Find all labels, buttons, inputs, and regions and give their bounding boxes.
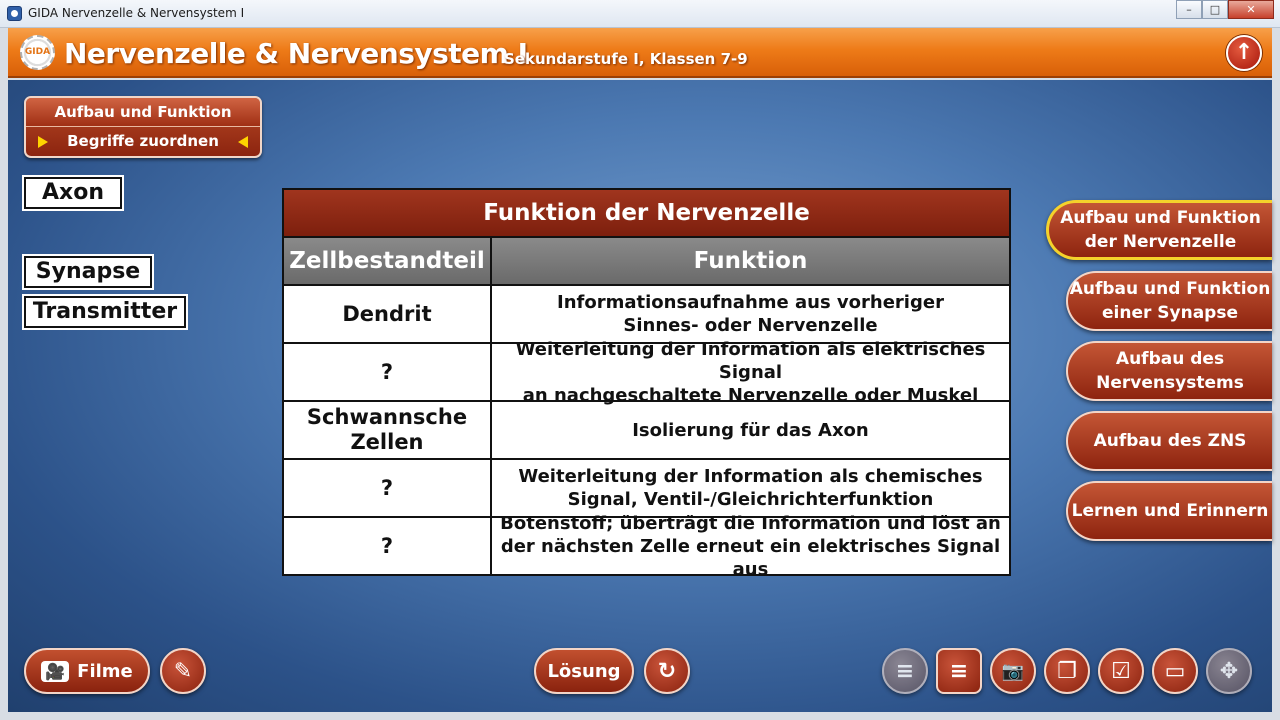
nav-nervensystem[interactable]	[1066, 341, 1272, 401]
app-header	[8, 28, 1272, 78]
function-cell	[492, 460, 1009, 516]
camera-icon: 📷	[1001, 660, 1025, 682]
function-cell	[492, 338, 1009, 406]
check-button[interactable]	[1098, 648, 1144, 694]
function-line: Signal, Ventil-/Gleichrichterfunktion	[567, 489, 934, 510]
nav-label: Aufbau des	[1115, 349, 1225, 369]
gida-logo: GIDA	[20, 35, 55, 70]
nav-label: einer Synapse	[1101, 303, 1238, 323]
table-row	[284, 402, 1009, 460]
notes-button[interactable]	[160, 648, 206, 694]
function-line: Weiterleitung der Information als elektrisches Signal	[515, 338, 986, 383]
nav-zns[interactable]: Aufbau des ZNS	[1066, 411, 1272, 471]
list-icon: ≡	[949, 658, 969, 684]
close-button[interactable]: ✕	[1228, 0, 1274, 19]
drop-target-cell[interactable]: ?	[284, 344, 492, 400]
column-header-function: Funktion	[693, 248, 808, 274]
minimize-button[interactable]: –	[1176, 0, 1202, 19]
function-cell	[492, 512, 1009, 580]
menu-button-disabled[interactable]	[882, 648, 928, 694]
app-subtitle: Sekundarstufe I, Klassen 7-9	[504, 50, 748, 68]
menu-icon: ≡	[895, 658, 915, 684]
table-header-row	[284, 238, 1009, 286]
function-cell: Isolierung für das Axon	[632, 419, 869, 441]
nav-label: Aufbau und Funktion	[1069, 279, 1271, 299]
draggable-card-transmitter[interactable]: Transmitter	[24, 296, 186, 328]
nav-synapse[interactable]	[1066, 271, 1272, 331]
window-title: GIDA Nervenzelle & Nervensystem I	[28, 6, 245, 20]
arrow-left-icon	[238, 136, 248, 148]
nav-lernen[interactable]: Lernen und Erinnern	[1066, 481, 1272, 541]
filme-button[interactable]	[24, 648, 150, 694]
up-arrow-button[interactable]: ↑	[1226, 35, 1262, 71]
drop-target-cell[interactable]: Dendrit	[284, 286, 492, 342]
table-row	[284, 286, 1009, 344]
dpad-icon: ✥	[1219, 658, 1239, 684]
breadcrumb-page-label: Begriffe zuordnen	[67, 132, 219, 150]
nav-label: der Nervenzelle	[1084, 232, 1237, 252]
column-header-part: Zellbestandteil	[284, 238, 492, 284]
part-line: Zellen	[350, 430, 424, 454]
function-cell	[492, 286, 1009, 342]
nav-label: Aufbau und Funktion	[1060, 208, 1261, 228]
screen-icon: ▭	[1164, 658, 1186, 684]
reset-button[interactable]	[644, 648, 690, 694]
app-title: Nervenzelle & Nervensystem I	[64, 37, 528, 70]
checkbox-icon: ☑	[1111, 658, 1131, 684]
nav-nervenzelle[interactable]	[1046, 200, 1272, 260]
function-line: der nächsten Zelle erneut ein elektrisches Signal aus	[500, 535, 1001, 580]
loesung-button[interactable]: Lösung	[534, 648, 634, 694]
draggable-card-axon[interactable]: Axon	[24, 177, 122, 209]
camera-button[interactable]	[990, 648, 1036, 694]
part-line: Schwannsche	[306, 405, 468, 429]
app-icon	[7, 6, 22, 21]
breadcrumb-page	[26, 127, 260, 156]
window-controls	[1176, 0, 1274, 19]
table-row	[284, 512, 1009, 580]
function-line: Sinnes- oder Nervenzelle	[623, 315, 878, 336]
main-area	[8, 80, 1272, 712]
nav-label: Nervensystems	[1096, 373, 1244, 393]
function-line: an nachgeschaltete Nervenzelle oder Muskel	[522, 384, 979, 406]
table-row	[284, 338, 1009, 406]
table-row	[284, 460, 1009, 518]
drop-target-cell[interactable]: ?	[284, 460, 492, 516]
film-camera-icon: 🎥	[41, 661, 69, 682]
drop-target-cell[interactable]	[284, 402, 492, 458]
function-line: Botenstoff; überträgt die Information und löst an	[500, 512, 1001, 534]
window-titlebar	[0, 0, 1280, 28]
table-title: Funktion der Nervenzelle	[284, 190, 1009, 238]
function-table	[282, 188, 1011, 580]
breadcrumb-section: Aufbau und Funktion	[26, 98, 260, 127]
breadcrumb	[24, 96, 262, 158]
drop-target-cell[interactable]: ?	[284, 518, 492, 574]
maximize-button[interactable]: □	[1202, 0, 1228, 19]
arrow-right-icon	[38, 136, 48, 148]
copy-button[interactable]	[1044, 648, 1090, 694]
function-line: Informationsaufnahme aus vorheriger	[557, 292, 944, 313]
list-button[interactable]	[936, 648, 982, 694]
filme-label: Filme	[77, 660, 133, 682]
navigation-pad-button[interactable]	[1206, 648, 1252, 694]
copy-icon: ❐	[1057, 658, 1077, 684]
notepad-icon: ✎	[173, 658, 193, 684]
draggable-card-synapse[interactable]: Synapse	[24, 256, 152, 288]
screen-button[interactable]	[1152, 648, 1198, 694]
function-line: Weiterleitung der Information als chemisches	[518, 466, 983, 487]
reset-icon: ↻	[657, 658, 677, 684]
